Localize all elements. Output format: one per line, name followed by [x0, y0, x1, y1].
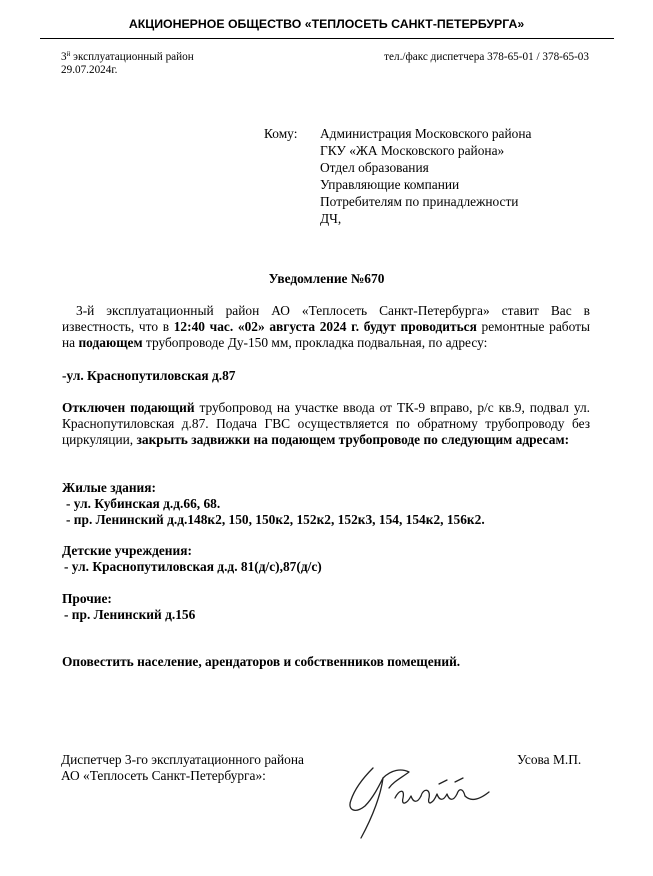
- recipient-item: ГКУ «ЖА Московского района»: [320, 143, 505, 158]
- other-section: [62, 591, 195, 623]
- disconnect-heading: Отключен подающий: [62, 400, 195, 415]
- recipients-label: Кому:: [264, 126, 298, 141]
- district-name: эксплуатационный район: [70, 51, 194, 63]
- other-label: Прочие:: [62, 591, 112, 606]
- residential-section: [62, 480, 485, 528]
- notify-instruction: Оповестить население, арендаторов и собственников помещений.: [62, 654, 461, 669]
- district-line: [61, 51, 194, 64]
- recipient-item: ДЧ,: [320, 211, 342, 226]
- residential-address: - пр. Ленинский д.д.148к2, 150, 150к2, 152к2, 152к3, 154, 154к2, 156к2.: [66, 512, 485, 527]
- recipient-item: Управляющие компании: [320, 177, 460, 192]
- district-suffix: й: [66, 50, 71, 58]
- signer-name: Усова М.П.: [517, 752, 582, 767]
- disconnect-text: трубопровод на участке ввода от ТК-9 вправо, р/с кв.9, подвал ул. Краснопутиловская д.87. Подача ГВС осуществляется по обратному трубопроводу без циркуляции,: [62, 400, 590, 448]
- recipient-item: Администрация Московского района: [320, 126, 532, 141]
- intro-pipe-type: подающем: [78, 335, 143, 351]
- notice-title: Уведомление №670: [268, 271, 385, 286]
- intro-paragraph: [62, 303, 590, 352]
- recipient-item: Отдел образования: [320, 160, 429, 175]
- work-address: -ул. Краснопутиловская д.87: [62, 368, 236, 383]
- disconnect-instruction: закрыть задвижки на подающем трубопроводе по следующим адресам:: [136, 432, 570, 448]
- signer-role-line-1: Диспетчер 3-го эксплуатационного района: [61, 752, 304, 767]
- intro-text-3: трубопроводе Ду-150 мм, прокладка подвальная, по адресу:: [142, 335, 488, 351]
- intro-datetime: 12:40 час. «02» августа 2024 г. будут проводиться: [173, 319, 477, 335]
- document-date: 29.07.2024г.: [61, 64, 118, 76]
- header-left: [61, 51, 194, 77]
- district-number: 3: [61, 51, 67, 63]
- signer-role-line-2: АО «Теплосеть Санкт-Петербурга»:: [61, 768, 266, 783]
- residential-label: Жилые здания:: [62, 480, 156, 495]
- intro-text-1: 3-й эксплуатационный район АО «Теплосеть Санкт-Петербурга» ставит Вас в известность, что в: [62, 303, 590, 335]
- disconnect-paragraph: [62, 400, 590, 449]
- organization-name: АКЦИОНЕРНОЕ ОБЩЕСТВО «ТЕПЛОСЕТЬ САНКТ-ПЕТЕРБУРГА»: [128, 17, 525, 31]
- header-divider: [40, 38, 614, 39]
- children-section: [62, 543, 322, 575]
- handwritten-signature: [343, 758, 503, 842]
- recipients-list: [320, 125, 531, 227]
- other-address: - пр. Ленинский д.156: [64, 607, 196, 622]
- signer-role: [61, 752, 304, 784]
- children-label: Детские учреждения:: [62, 543, 192, 558]
- recipient-item: Потребителям по принадлежности: [320, 194, 519, 209]
- intro-text-2: ремонтные работы на: [62, 319, 590, 351]
- residential-address: - ул. Кубинская д.д.66, 68.: [66, 496, 221, 511]
- children-address: - ул. Краснопутиловская д.д. 81(д/с),87(д/с): [64, 559, 322, 574]
- dispatcher-contact: тел./факс диспетчера 378-65-01 / 378-65-03: [384, 51, 589, 63]
